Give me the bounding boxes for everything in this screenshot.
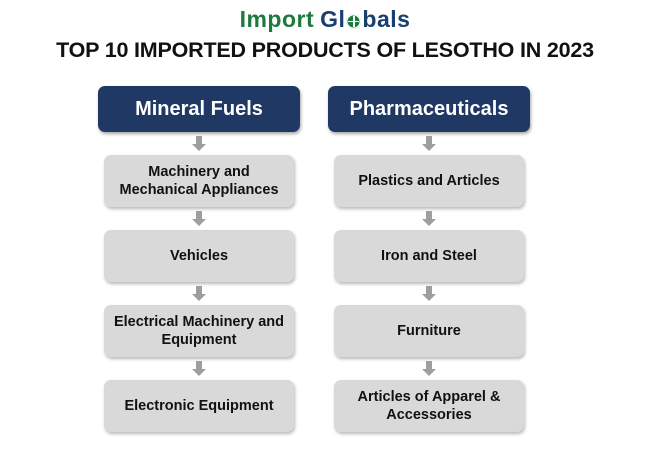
logo-word-import: Import — [239, 6, 315, 32]
list-item: Electrical Machinery and Equipment — [104, 305, 294, 357]
arrow-down-icon — [422, 136, 436, 151]
column-header-box: Mineral Fuels — [98, 86, 300, 132]
list-item: Plastics and Articles — [334, 155, 524, 207]
logo-globals-prefix: Gl — [320, 6, 346, 32]
list-item: Iron and Steel — [334, 230, 524, 282]
list-item: Electronic Equipment — [104, 380, 294, 432]
arrow-down-icon — [422, 361, 436, 376]
arrow-down-icon — [192, 361, 206, 376]
page-title: TOP 10 IMPORTED PRODUCTS OF LESOTHO IN 2023 — [56, 38, 594, 62]
logo-word-globals — [320, 6, 410, 32]
list-item: Furniture — [334, 305, 524, 357]
arrow-down-icon — [422, 286, 436, 301]
brand-logo — [0, 6, 650, 33]
list-item: Articles of Apparel & Accessories — [334, 380, 524, 432]
column-header-box: Pharmaceuticals — [328, 86, 530, 132]
list-item: Machinery and Mechanical Appliances — [104, 155, 294, 207]
arrow-down-icon — [192, 286, 206, 301]
columns-container — [98, 86, 558, 432]
arrow-down-icon — [192, 211, 206, 226]
logo-globals-suffix: bals — [362, 6, 411, 32]
column-mineral-fuels — [98, 86, 300, 432]
arrow-down-icon — [422, 211, 436, 226]
list-item: Vehicles — [104, 230, 294, 282]
column-pharmaceuticals — [328, 86, 530, 432]
arrow-down-icon — [192, 136, 206, 151]
globe-icon — [346, 14, 361, 29]
